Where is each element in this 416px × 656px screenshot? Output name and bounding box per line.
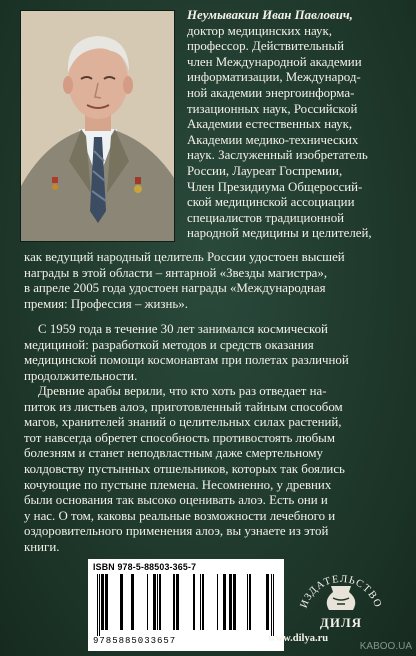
author-name: Неумывакин Иван Павлович,	[187, 8, 353, 22]
paragraph-line: продолжительности.	[24, 368, 138, 383]
publisher-logo	[293, 556, 389, 632]
barcode-icon	[93, 574, 279, 636]
bio-line: ской медицинской ассоциации	[187, 195, 355, 210]
paragraph-aloe	[24, 384, 398, 556]
paragraph-line: колдовству пустынных отшельников, которых так боялись	[24, 461, 345, 476]
paragraph-line: магов, хранителей знаний о целительных силах растений,	[24, 415, 342, 430]
bio-line: как ведущий народный целитель России удостоен высшей	[24, 250, 345, 264]
author-portrait	[20, 10, 175, 242]
bio-line: премия: Профессия – жизнь».	[24, 296, 188, 311]
isbn-number: ISBN 978-5-88503-365-7	[93, 562, 197, 572]
bio-line: профессор. Действительный	[187, 39, 344, 54]
bio-line: Академии естественных наук,	[187, 117, 353, 132]
barcode-number: 9785885033657	[93, 636, 177, 646]
paragraph-line: у нас. О том, каковы реальные возможности лечебного и	[24, 508, 336, 523]
publisher-website[interactable]: www.dilya.ru	[268, 633, 329, 644]
paragraph-line: Древние арабы верили, что кто хоть раз отведает на-	[38, 384, 327, 398]
bio-line: Член Президиума Общероссий-	[187, 179, 363, 194]
paragraph-line: книги.	[24, 539, 60, 554]
paragraph-line: кочующие по пустыне племена. Несомненно, у древних	[24, 477, 332, 492]
bio-line: в апреле 2005 года удостоен награды «Международная	[24, 281, 326, 296]
bio-line: специалистов традиционной	[187, 210, 345, 225]
bio-line: информатизации, Международ-	[187, 70, 361, 85]
author-bio-continued	[24, 250, 398, 312]
publisher-arc-text: ИЗДАТЕЛЬСТВО	[298, 573, 384, 610]
paragraph-line: С 1959 года в течение 30 лет занимался космической	[38, 322, 328, 336]
author-bio-top	[187, 8, 401, 242]
bio-line: ной академии энергоинформа-	[187, 85, 355, 100]
paragraph-line: болезням и станет неподвластным даже смертельному	[24, 446, 323, 461]
bio-line: доктор медицинских наук,	[187, 23, 332, 38]
bio-line: народной медицины и целителей,	[187, 226, 372, 241]
bio-line: Академии медико-технических	[187, 132, 359, 147]
bio-line: наук. Заслуженный изобретатель	[187, 148, 368, 163]
bio-line: России, Лауреат Госпремии,	[187, 163, 343, 178]
publisher-name: ДИЛЯ	[319, 615, 363, 630]
paragraph-line: были основания так высоко оценивать алоэ. Есть они и	[24, 493, 328, 508]
paragraph-line: питок из листьев алоэ, приготовленный тайным способом	[24, 399, 343, 414]
paragraph-line: медицинской помощи космонавтам при полетах различной	[24, 353, 349, 368]
bio-line: член Международной академии	[187, 54, 362, 69]
watermark: KABOO.UA	[359, 641, 412, 652]
bio-line: тизационных наук, Российской	[187, 101, 358, 116]
isbn-barcode-block	[88, 559, 284, 651]
paragraph-line: тот навсегда обретет способность противостоять любым	[24, 430, 335, 445]
bio-line: награды в этой области – янтарной «Звезды магистра»,	[24, 265, 328, 280]
paragraph-line: медициной: разработкой методов и средств оказания	[24, 337, 314, 352]
paragraph-space-medicine	[24, 322, 398, 384]
paragraph-line: оздоровительного применения алоэ, вы узнаете из этой	[24, 524, 329, 539]
